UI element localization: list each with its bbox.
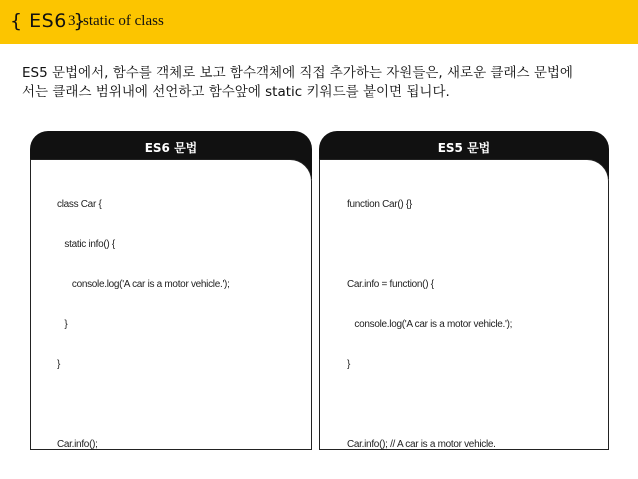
code-line: Car.info(); — [57, 439, 98, 450]
intro-line-2: 서는 클래스 범위내에 선언하고 함수앞에 static 키워드를 붙이면 됩니다. — [22, 84, 450, 100]
code-line: class Car { — [57, 199, 102, 210]
page-title: 3. static of class — [68, 13, 164, 29]
code-line — [347, 396, 512, 414]
es5-code-box — [319, 159, 609, 450]
code-line: } — [57, 359, 61, 370]
code-line — [57, 396, 230, 414]
es5-syntax-panel — [319, 131, 609, 450]
es6-syntax-panel — [30, 131, 312, 450]
intro-text — [22, 64, 622, 102]
intro-line-1: ES5 문법에서, 함수를 객체로 보고 함수객체에 직접 추가하는 자원들은, 새로운 클래스 문법에 — [22, 65, 573, 81]
es6-code-block — [57, 174, 230, 476]
code-line: console.log('A car is a motor vehicle.'); — [57, 279, 230, 290]
code-line: Car.info = function() { — [347, 279, 434, 290]
code-line — [347, 236, 512, 254]
code-line: function Car() {} — [347, 199, 412, 210]
code-line: static info() { — [57, 239, 115, 250]
es6-code-box — [30, 159, 312, 450]
header-bar — [0, 0, 638, 44]
code-line: } — [347, 359, 351, 370]
code-line: Car.info(); // A car is a motor vehicle. — [347, 439, 496, 450]
es5-code-block — [347, 174, 512, 476]
es5-panel-title: ES5 문법 — [437, 141, 491, 155]
code-line: console.log('A car is a motor vehicle.'); — [347, 319, 513, 330]
code-line: } — [57, 319, 68, 330]
es6-panel-title: ES6 문법 — [144, 141, 198, 155]
es6-logo: { ES6 } — [10, 10, 86, 32]
